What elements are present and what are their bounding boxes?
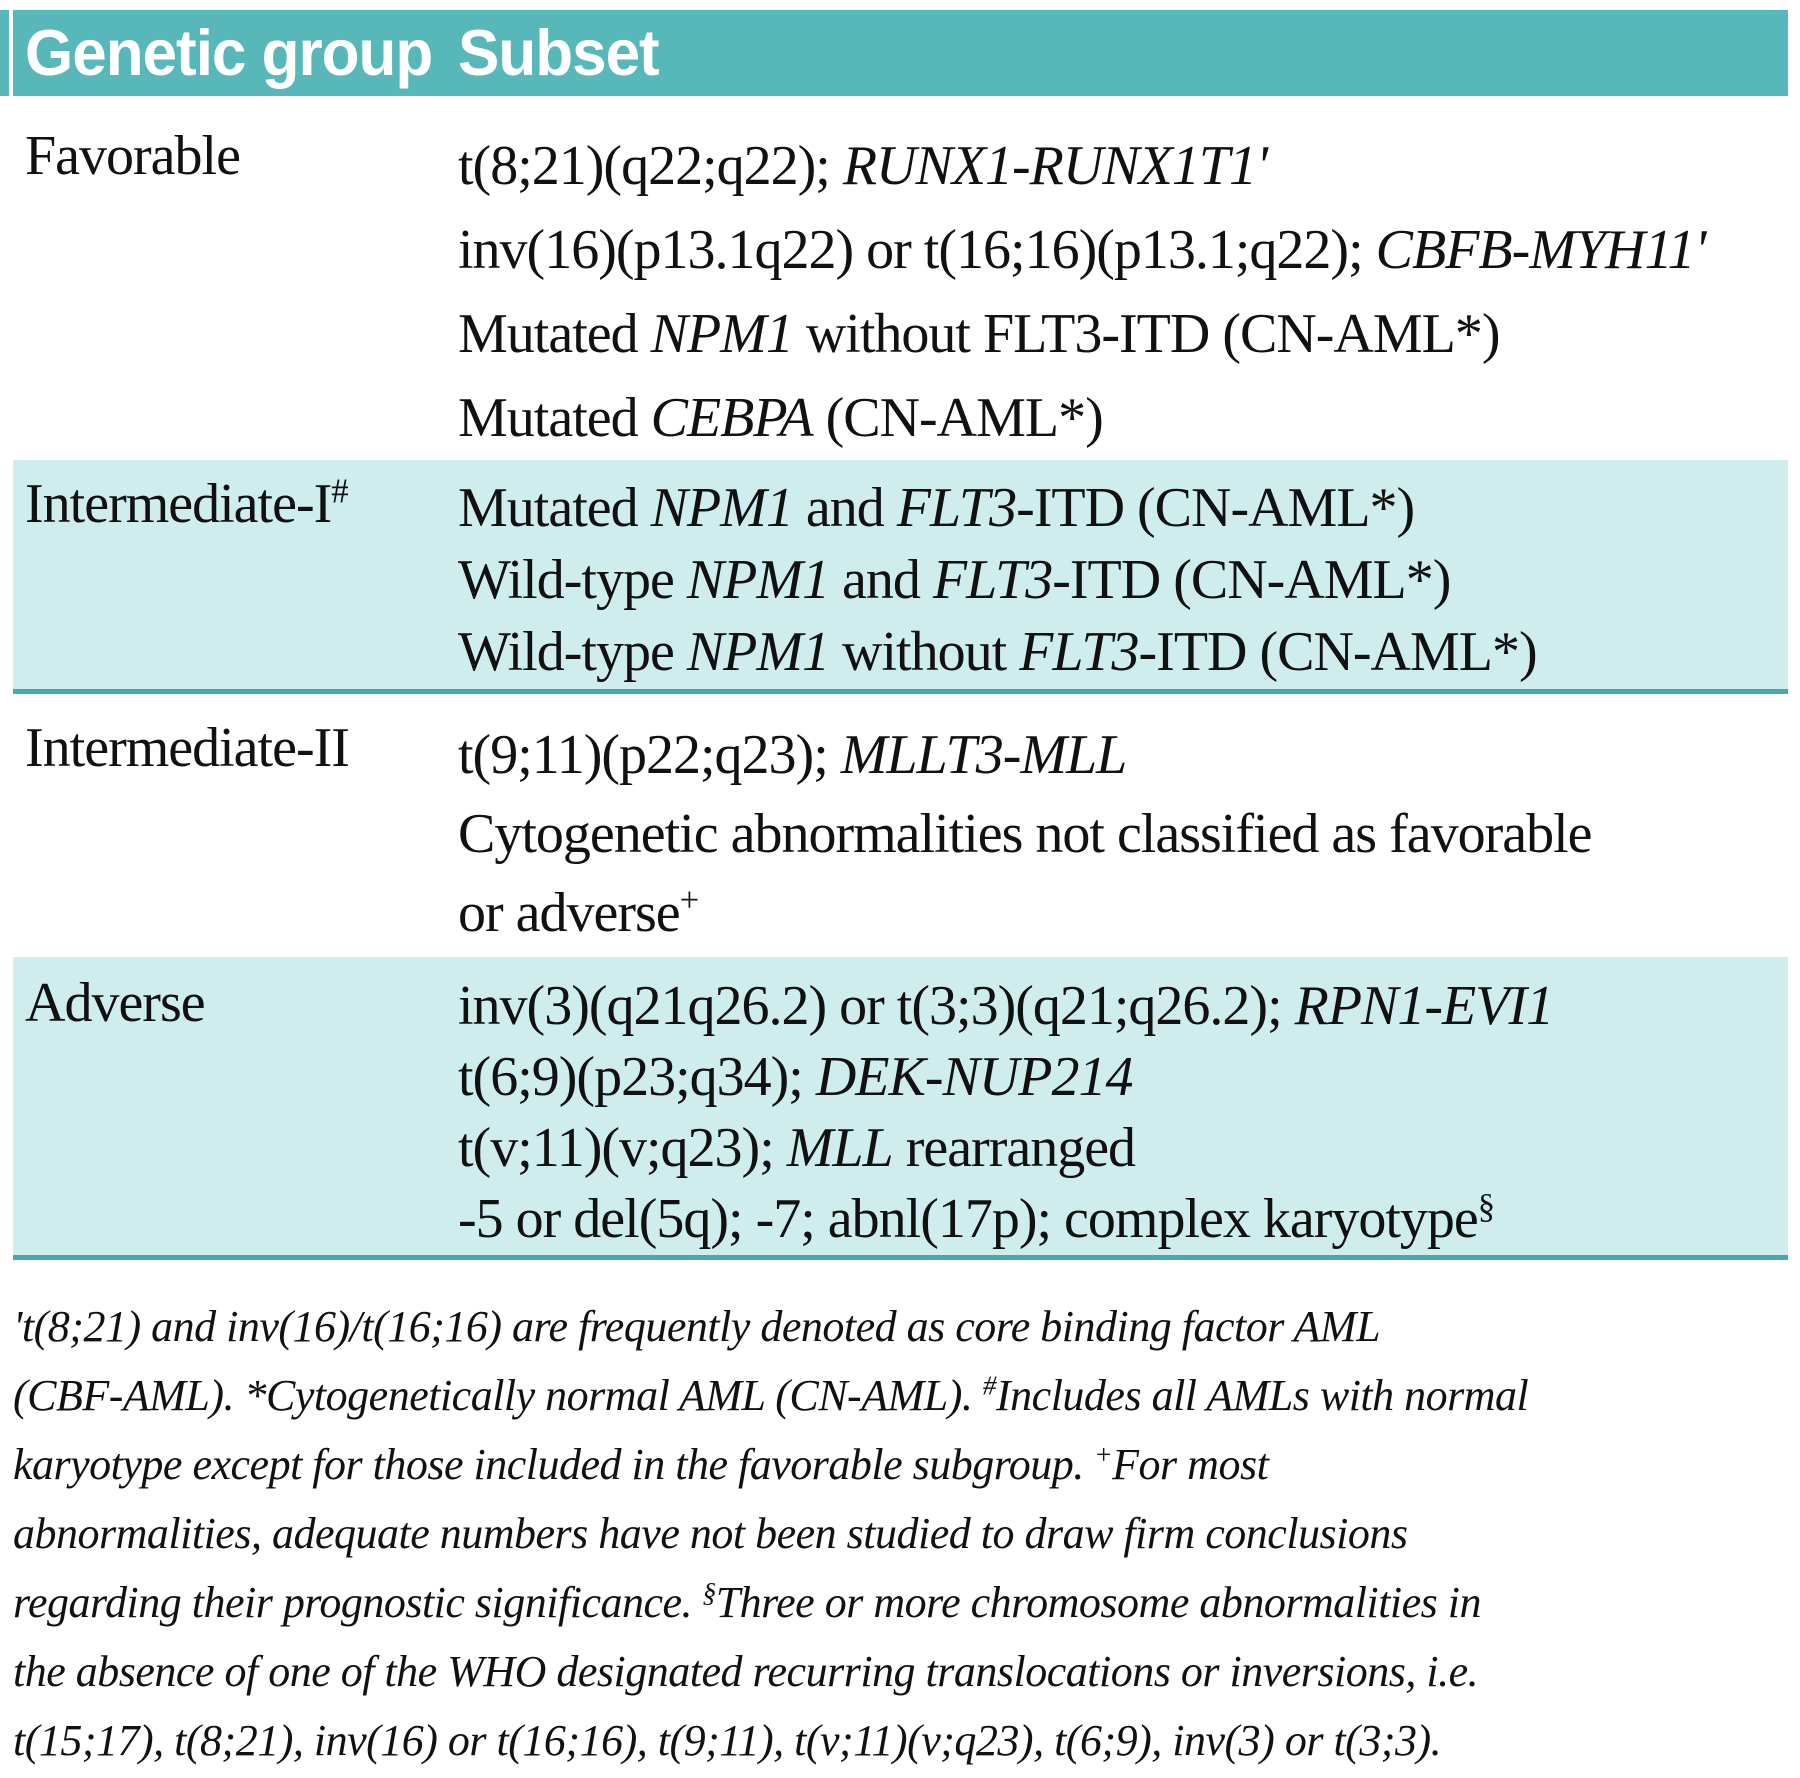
footnote-line — [13, 1361, 1793, 1430]
text-run: -ITD (CN-AML*) — [1138, 621, 1537, 683]
subset-line — [458, 1184, 1788, 1255]
gene-name-text: RPN1-EVI1 — [1294, 975, 1554, 1037]
header-col-subset: Subset — [458, 16, 659, 90]
subset-line — [458, 376, 1788, 460]
text-run: Three or more chromosome abnormalities in — [715, 1578, 1482, 1627]
table-section-intermediate-1 — [13, 460, 1788, 694]
text-run: or adverse — [458, 882, 680, 944]
gene-name-text: DEK-NUP214 — [815, 1046, 1133, 1108]
footnote-marker: # — [982, 1370, 997, 1401]
text-run: without — [829, 621, 1020, 683]
gene-name-text: NPM1 — [686, 621, 830, 683]
gene-name-text: FLT3 — [1019, 621, 1139, 683]
gene-name-text: ' — [1256, 135, 1268, 197]
text-run: Mutated — [458, 477, 651, 539]
footnote-line — [13, 1568, 1793, 1637]
text-run: inv(3)(q21q26.2) or t(3;3)(q21;q26.2); — [458, 975, 1295, 1037]
text-run: 't(8;21) and inv(16)/t(16;16) are frequently denoted as core binding factor AML — [13, 1302, 1381, 1351]
text-run: Wild-type — [458, 549, 687, 611]
text-run: Mutated — [458, 303, 651, 365]
table-section-favorable — [13, 96, 1788, 460]
subset-cell — [458, 472, 1788, 689]
text-run: karyotype except for those included in the favorable subgroup. — [13, 1440, 1095, 1489]
text-run: Wild-type — [458, 621, 687, 683]
genetic-group-label — [13, 124, 458, 460]
footnote-line — [13, 1637, 1793, 1706]
text-run: t(8;21)(q22;q22); — [458, 135, 843, 197]
table-section-adverse — [13, 957, 1788, 1260]
text-run: inv(16)(p13.1q22) or t(16;16)(p13.1;q22); — [458, 219, 1376, 281]
text-run: Favorable — [25, 125, 240, 187]
subset-line — [458, 795, 1788, 874]
gene-name-text: CBFB-MYH11 — [1375, 219, 1695, 281]
text-run: Intermediate-I — [25, 473, 332, 535]
subset-cell — [458, 124, 1788, 460]
header-edge-accent — [0, 10, 9, 96]
text-run: rearranged — [892, 1117, 1136, 1179]
gene-name-text: FLT3 — [932, 549, 1053, 611]
footnote-line — [13, 1706, 1793, 1775]
table-section-intermediate-2 — [13, 694, 1788, 957]
text-run: Includes all AMLs with normal — [996, 1371, 1529, 1420]
header-col-genetic-group: Genetic group — [25, 16, 433, 90]
text-run: -ITD (CN-AML*) — [1052, 549, 1451, 611]
text-run: Cytogenetic abnormalities not classified as favorable — [458, 803, 1592, 865]
text-run: (CN-AML*) — [812, 387, 1103, 449]
subset-cell — [458, 716, 1788, 957]
text-run: Mutated — [458, 387, 651, 449]
text-run: -5 or del(5q); -7; abnl(17p); complex karyotype — [458, 1188, 1478, 1250]
footnote-marker: § — [1477, 1186, 1495, 1226]
footnote-block — [13, 1292, 1793, 1775]
table-header-row — [13, 10, 1788, 96]
footnote-marker: + — [1094, 1439, 1113, 1470]
footnote-marker: + — [679, 880, 699, 920]
subset-line — [458, 971, 1788, 1042]
text-run: the absence of one of the WHO designated recurring translocations or inversions, i.e. — [13, 1647, 1479, 1696]
footnote-marker: § — [702, 1577, 716, 1608]
text-run: abnormalities, adequate numbers have not been studied to draw firm conclusions — [13, 1509, 1408, 1558]
text-run: -ITD (CN-AML*) — [1016, 477, 1415, 539]
gene-name-text: RUNX1-RUNX1T1 — [842, 135, 1257, 197]
subset-line — [458, 616, 1788, 688]
gene-name-text: MLLT3-MLL — [840, 724, 1127, 786]
text-run: For most — [1112, 1440, 1269, 1489]
footnote-marker: # — [331, 471, 348, 511]
subset-line — [458, 544, 1788, 616]
text-run: t(9;11)(p22;q23); — [458, 724, 841, 786]
text-run: and — [829, 549, 933, 611]
gene-name-text: NPM1 — [650, 303, 793, 365]
text-run: t(6;9)(p23;q34); — [458, 1046, 816, 1108]
text-run: regarding their prognostic significance. — [13, 1578, 703, 1627]
subset-line — [458, 1113, 1788, 1184]
genetic-group-label — [13, 716, 458, 957]
gene-name-text: ' — [1694, 219, 1706, 281]
footnote-line — [13, 1499, 1793, 1568]
subset-cell — [458, 971, 1788, 1255]
table-body — [13, 96, 1788, 1260]
text-run: Intermediate-II — [25, 717, 349, 779]
footnote-line — [13, 1430, 1793, 1499]
gene-name-text: FLT3 — [896, 477, 1017, 539]
subset-line — [458, 1042, 1788, 1113]
text-run: Adverse — [25, 972, 205, 1034]
text-run: without FLT3-ITD (CN-AML*) — [792, 303, 1500, 365]
gene-name-text: NPM1 — [650, 477, 793, 539]
genetic-group-text — [25, 124, 458, 188]
gene-name-text: CEBPA — [650, 387, 813, 449]
subset-line — [458, 874, 1788, 953]
subset-line — [458, 208, 1788, 292]
gene-name-text: NPM1 — [686, 549, 830, 611]
genetic-group-label — [13, 971, 458, 1255]
genetic-group-text — [25, 971, 458, 1035]
genetic-group-label — [13, 472, 458, 689]
text-run: t(v;11)(v;q23); — [458, 1117, 787, 1179]
text-run: t(15;17), t(8;21), inv(16) or t(16;16), t(9;11), t(v;11)(v;q23), t(6;9), inv(3) or t(3;3). — [13, 1716, 1442, 1765]
genetic-group-text — [25, 716, 458, 780]
subset-line — [458, 124, 1788, 208]
subset-line — [458, 292, 1788, 376]
text-run: (CBF-AML). *Cytogenetically normal AML (CN-AML). — [13, 1371, 983, 1420]
footnote-line — [13, 1292, 1793, 1361]
genetic-group-text — [25, 472, 458, 536]
gene-name-text: MLL — [786, 1117, 893, 1179]
subset-line — [458, 716, 1788, 795]
text-run: and — [792, 477, 897, 539]
subset-line — [458, 472, 1788, 544]
